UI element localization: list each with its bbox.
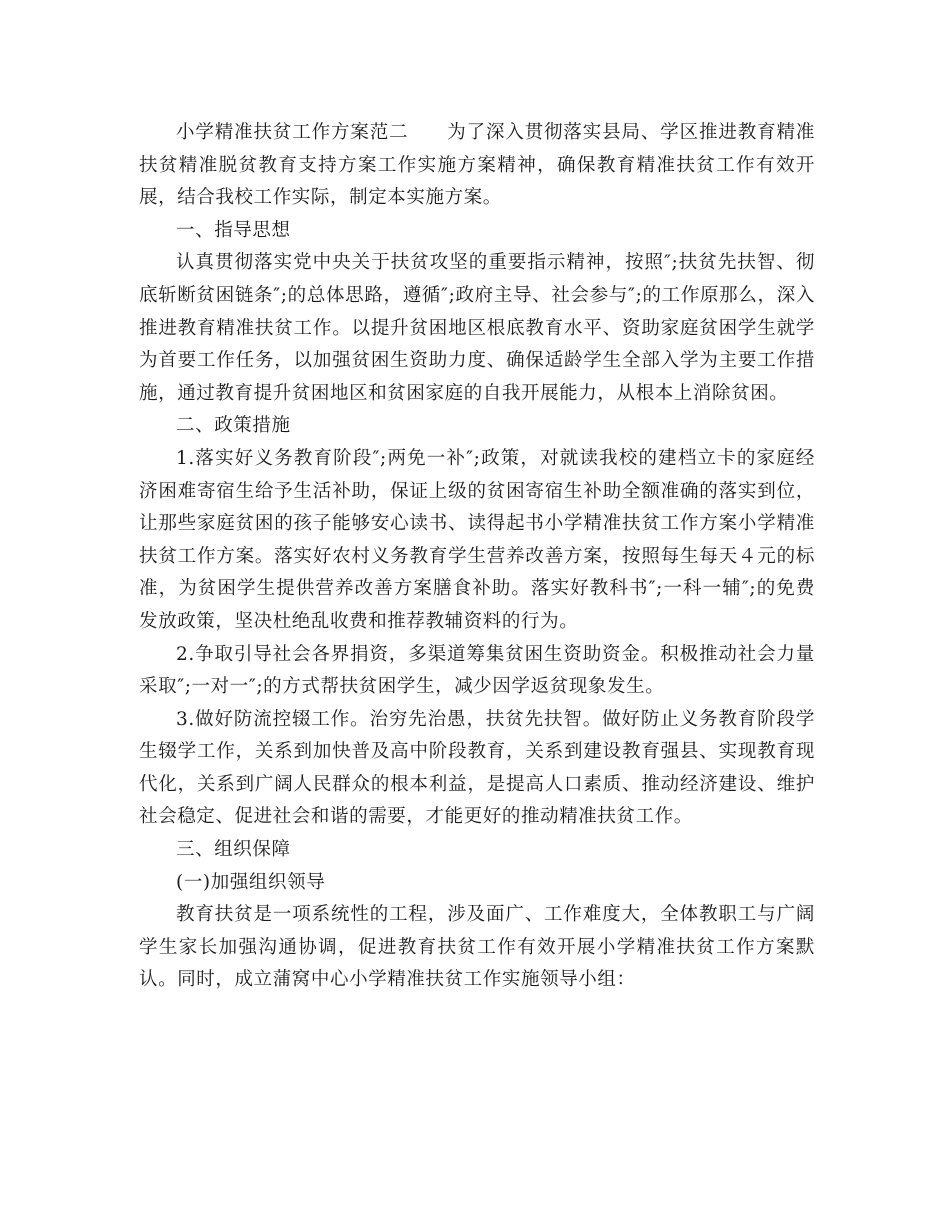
policy-item-3: 3.做好防流控辍工作。治穷先治愚，扶贫先扶智。做好防止义务教育阶段学生辍学工作，关系到加快普及高中阶段教育，关系到建设教育强县、实现教育现代化，关系到广阔人民群众的根本利益，是提高人口素质、推动经济建设、维护社会稳定、促进社会和谐的需要，才能更好的推动精准扶贫工作。 — [139, 708, 815, 828]
guiding-ideology-paragraph: 认真贯彻落实党中央关于扶贫攻坚的重要指示精神，按照″;扶贫先扶智、彻底斩断贫困链条″;的总体思路，遵循″;政府主导、社会参与″;的工作原那么，深入推进教育精准扶贫工作。以提升贫困地区根底教育水平、资助家庭贫困学生就学为首要工作任务，以加强贫困生资助力度、确保适龄学生全部入学为主要工作措施，通过教育提升贫困地区和贫困家庭的自我开展能力，从根本上消除贫困。 — [139, 252, 815, 404]
intro-paragraph: 小学精准扶贫工作方案范二 为了深入贯彻落实县局、学区推进教育精准扶贫精准脱贫教育支持方案工作实施方案精神，确保教育精准扶贫工作有效开展，结合我校工作实际，制定本实施方案。 — [139, 122, 815, 209]
section-heading-organization: 三、组织保障 — [176, 839, 291, 861]
section-heading-guiding-ideology: 一、指导思想 — [176, 219, 291, 241]
subheading-leadership: (一)加强组织领导 — [176, 871, 326, 893]
policy-item-2: 2.争取引导社会各界捐资，多渠道筹集贫困生资助资金。积极推动社会力量采取″;一对一″;的方式帮扶贫困学生，减少因学返贫现象发生。 — [139, 643, 815, 698]
section-heading-policy-measures: 二、政策措施 — [176, 415, 291, 437]
policy-item-1: 1.落实好义务教育阶段″;两免一补″;政策，对就读我校的建档立卡的家庭经济困难寄宿生给予生活补助，保证上级的贫困寄宿生补助全额准确的落实到位，让那些家庭贫困的孩子能够安心读书、读得起书小学精准扶贫工作方案小学精准扶贫工作方案。落实好农村义务教育学生营养改善方案，按照每生每天４元的标准，为贫困学生提供营养改善方案膳食补助。落实好教科书″;一科一辅″;的免费发放政策，坚决杜绝乱收费和推荐教辅资料的行为。 — [139, 447, 815, 632]
leadership-paragraph: 教育扶贫是一项系统性的工程，涉及面广、工作难度大，全体教职工与广阔学生家长加强沟通协调，促进教育扶贫工作有效开展小学精准扶贫工作方案默认。同时，成立蒲窝中心小学精准扶贫工作实施领导小组： — [139, 904, 815, 991]
document-body — [139, 117, 815, 997]
